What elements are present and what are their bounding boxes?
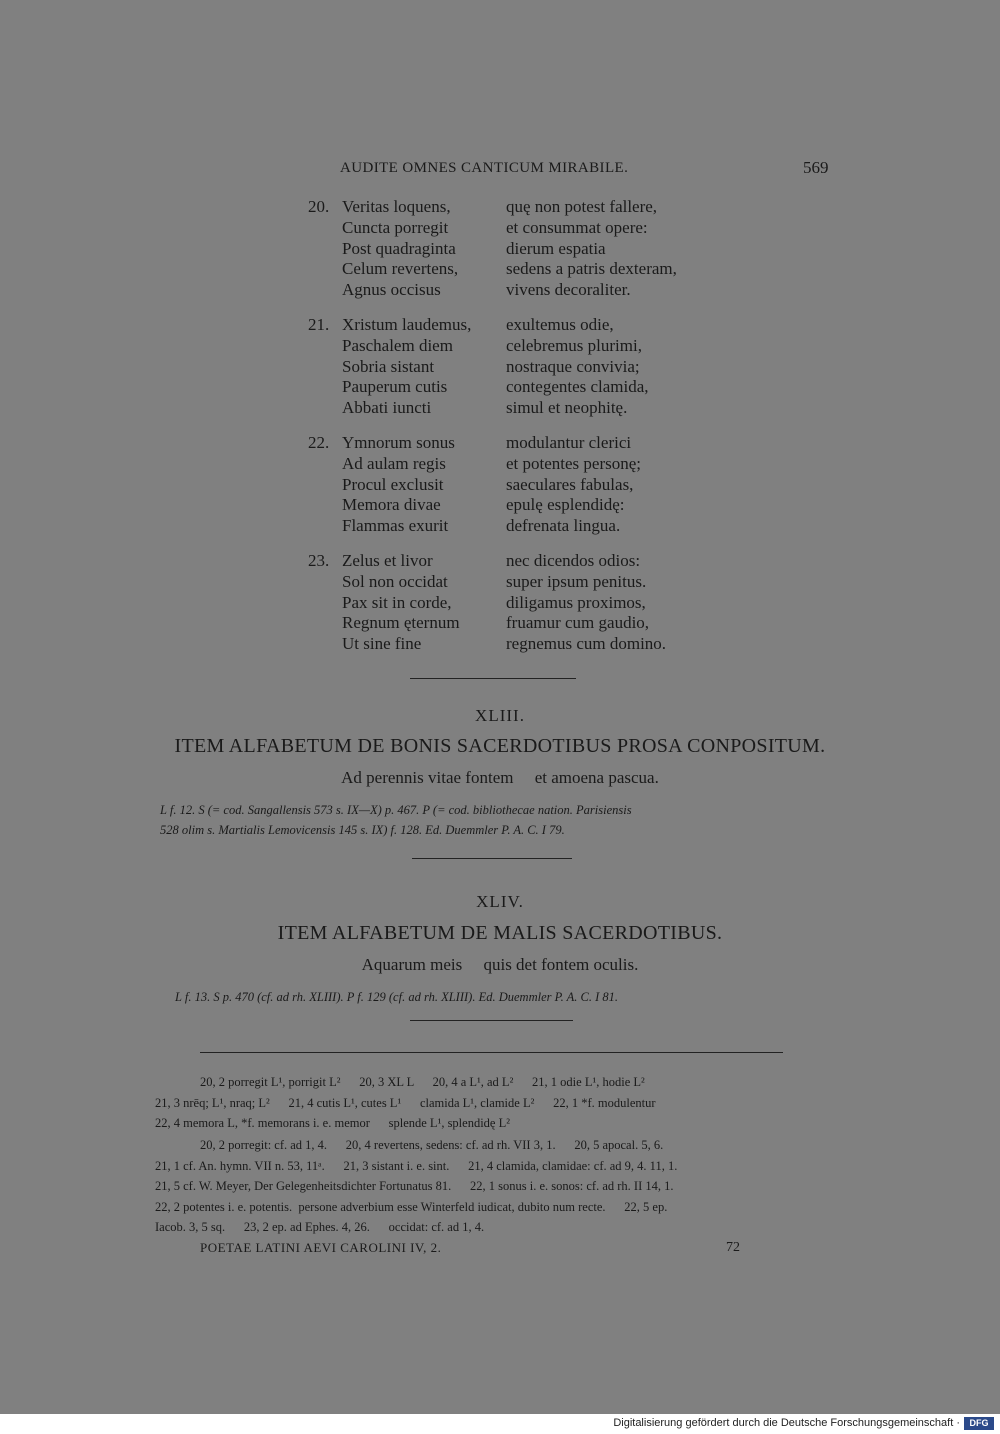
section-divider — [412, 858, 572, 859]
sources-xliv: L f. 13. S p. 470 (cf. ad rh. XLIII). P f. 129 (cf. ad rh. XLIII). Ed. Duemmler P. A. C. I 81. — [175, 990, 619, 1004]
verse-second-half: et consummat opere: — [506, 217, 648, 237]
sources-line: L f. 12. S (= cod. Sangallensis 573 s. IX—X) p. 467. P (= cod. bibliothecae nation. Parisiensis — [160, 803, 632, 817]
apparatus-criticus — [155, 1072, 830, 1134]
verse-second-half: epulę esplendidę: — [506, 495, 625, 515]
verse-first-half: Celum revertens, — [342, 259, 459, 279]
poem-title-xliii: ITEM ALFABETUM DE BONIS SACERDOTIBUS PROSA CONPOSITUM. — [174, 735, 826, 757]
commentary-line: 20, 2 porregit: cf. ad 1, 4. 20, 4 revertens, sedens: cf. ad rh. VII 3, 1. 20, 5 apocal. 5, 6. — [200, 1138, 664, 1152]
dfg-logo: DFG — [964, 1417, 994, 1430]
verse-second-half: modulantur clerici — [506, 433, 632, 452]
verse-second-half: super ipsum penitus. — [506, 571, 647, 591]
verse-first-half: Veritas loquens, — [342, 197, 451, 216]
apparatus-line: 20, 2 porregit L¹, porrigit L² 20, 3 XL L 20, 4 a L¹, ad L² 21, 1 odie L¹, hodie L² — [200, 1075, 645, 1089]
verse-second-half: defrenata lingua. — [506, 516, 621, 536]
verse-second-half: nec dicendos odios: — [506, 551, 641, 570]
commentary-notes — [155, 1135, 830, 1238]
commentary-line: 21, 5 cf. W. Meyer, Der Gelegenheitsdichter Fortunatus 81. 22, 1 sonus i. e. sonos: cf. ad rh. II 14, 1. — [155, 1179, 674, 1193]
verse-second-half: dierum espatia — [506, 238, 606, 258]
verse-first-half: Ymnorum sonus — [342, 433, 455, 452]
verse-first-half: Xristum laudemus, — [342, 315, 472, 334]
verse-second-half: celebremus plurimi, — [506, 335, 642, 355]
verse-second-half: nostraque convivia; — [506, 356, 640, 376]
section-divider — [410, 678, 576, 679]
verse-first-half: Paschalem diem — [342, 335, 453, 355]
verse-second-half: exultemus odie, — [506, 315, 614, 334]
verse-first-half: Abbati iuncti — [342, 398, 432, 418]
verse-first-half: Ut sine fine — [342, 634, 422, 654]
verse-second-half: diligamus proximos, — [506, 592, 646, 612]
incipit-xliii: Ad perennis vitae fontem et amoena pascua. — [341, 768, 659, 787]
footnote-separator — [200, 1052, 783, 1053]
poem-number-xliv: XLIV. — [476, 892, 524, 911]
verse-second-half: sedens a patris dexteram, — [506, 259, 677, 279]
sources-line: 528 olim s. Martialis Lemovicensis 145 s. IX) f. 128. Ed. Duemmler P. A. C. I 79. — [160, 823, 565, 837]
section-divider — [410, 1020, 573, 1021]
stanza-number: 23. — [308, 551, 330, 570]
apparatus-line: 22, 4 memora L, *f. memorans i. e. memor splende L¹, splendidę L² — [155, 1116, 510, 1130]
verse-first-half: Agnus occisus — [342, 280, 441, 300]
poem-title-xliv: ITEM ALFABETUM DE MALIS SACERDOTIBUS. — [277, 922, 723, 944]
verse-first-half: Pax sit in corde, — [342, 592, 452, 612]
commentary-line: Iacob. 3, 5 sq. 23, 2 ep. ad Ephes. 4, 26. occidat: cf. ad 1, 4. — [155, 1220, 485, 1234]
verse-first-half: Zelus et livor — [342, 551, 433, 570]
verse-first-half: Post quadraginta — [342, 238, 456, 258]
signature-footer: POETAE LATINI AEVI CAROLINI IV, 2. — [200, 1240, 442, 1255]
verse-first-half: Memora divae — [342, 495, 441, 515]
apparatus-line: 21, 3 nrēq; L¹, nraq; L² 21, 4 cutis L¹, cutes L¹ clamida L¹, clamide L² 22, 1 *f. modulentur — [155, 1095, 656, 1110]
verse-second-half: simul et neophitę. — [506, 398, 628, 418]
verse-second-half: et potentes personę; — [506, 453, 642, 473]
commentary-line: 22, 2 potentes i. e. potentis. persone adverbium esse Winterfeld iudicat, dubito num recte. 22, 5 ep. — [155, 1199, 668, 1214]
stanza-number: 20. — [308, 197, 330, 216]
verse-first-half: Pauperum cutis — [342, 377, 448, 397]
verse-second-half: saeculares fabulas, — [506, 474, 634, 494]
running-title: AUDITE OMNES CANTICUM MIRABILE. — [340, 160, 629, 176]
incipit-xliv: Aquarum meis quis det fontem oculis. — [361, 955, 639, 974]
verse-first-half: Flammas exurit — [342, 516, 449, 536]
dfg-attribution-bar — [0, 1414, 1000, 1434]
dfg-attribution-text: Digitalisierung gefördert durch die Deutsche Forschungsgemeinschaft · — [613, 1417, 960, 1429]
sheet-number: 72 — [726, 1240, 740, 1255]
verse-second-half: vivens decoraliter. — [506, 280, 631, 300]
sources-xliii — [160, 800, 840, 840]
verse-first-half: Sol non occidat — [342, 571, 448, 591]
page-number: 569 — [803, 158, 829, 177]
verse-second-half: contegentes clamida, — [506, 377, 649, 397]
verse-first-half: Regnum ęternum — [342, 613, 460, 633]
verse-first-half: Procul exclusit — [342, 474, 444, 494]
verse-second-half: quę non potest fallere, — [506, 197, 658, 216]
verse-second-half: fruamur cum gaudio, — [506, 613, 650, 633]
verse-second-half: regnemus cum domino. — [506, 634, 667, 654]
commentary-line: 21, 1 cf. An. hymn. VII n. 53, 11ᵃ. 21, 3 sistant i. e. sint. 21, 4 clamida, clamidae: cf. ad 9, 4. 11, 1. — [155, 1158, 678, 1173]
verse-first-half: Ad aulam regis — [342, 453, 446, 473]
verse-first-half: Sobria sistant — [342, 356, 435, 376]
poem-number-xliii: XLIII. — [475, 706, 525, 725]
stanza-number: 21. — [308, 315, 330, 334]
stanza-number: 22. — [308, 433, 330, 452]
verse-first-half: Cuncta porregit — [342, 217, 449, 237]
